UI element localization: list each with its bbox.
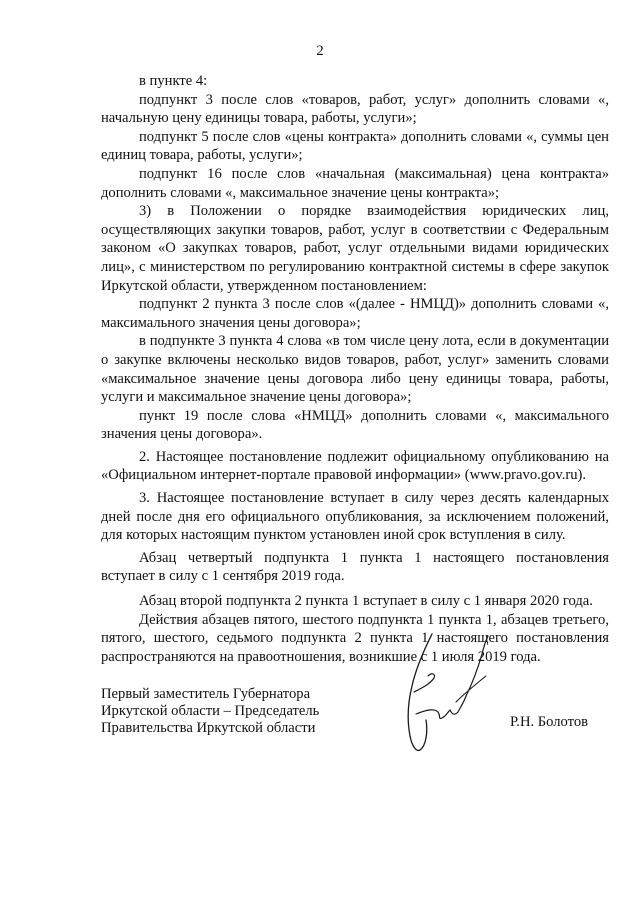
paragraph: подпункт 3 после слов «товаров, работ, услуг» дополнить словами «, начальную цену единицы товара, работы, услуги»; (101, 91, 609, 127)
paragraph: подпункт 2 пункта 3 после слов «(далее - НМЦД)» дополнить словами «, максимального значения цены договора»; (101, 296, 609, 331)
paragraph: в пункте 4: (139, 73, 208, 89)
paragraph: 3) в Положении о порядке взаимодействия юридических лиц, осуществляющих закупки товаров, работ, услуг в соответствии с Федеральным законом «О закупках товаров, работ, услуг отдельными видами юридических лиц», с министерством по регулированию контрактной системы в сфере закупок Иркутской области, утвержденном постановлением: (101, 203, 609, 294)
signatory-position-line: Правительства Иркутской области (101, 720, 316, 736)
handwritten-signature (386, 628, 498, 760)
document-body (101, 72, 609, 666)
signatory-position-line: Иркутской области – Председатель (101, 703, 320, 719)
page-number: 2 (316, 43, 324, 59)
paragraph: Абзац второй подпункта 2 пункта 1 вступает в силу с 1 января 2020 года. (139, 593, 593, 610)
paragraph: в подпункте 3 пункта 4 слова «в том числе цену лота, если в документации о закупке включены несколько видов товаров, работ, услуг» заменить словами «максимальное значение цены договора либо цену единицы товара, работы, услуги и максимальное значение цены договора»; (101, 333, 609, 406)
paragraph: Абзац четвертый подпункта 1 пункта 1 настоящего постановления вступает в силу с 1 сентября 2019 года. (101, 549, 609, 585)
paragraph: 2. Настоящее постановление подлежит официальному опубликованию на «Официальном интернет-портале правовой информации» (www.pravo.gov.ru). (101, 448, 609, 484)
paragraph: подпункт 5 после слов «цены контракта» дополнить словами «, суммы цен единиц товара, работы, услуги»; (101, 128, 609, 164)
paragraph: Действия абзацев пятого, шестого подпункта 1 пункта 1, абзацев третьего, пятого, шестого, седьмого подпункта 2 пункта 1 настоящего постановления распространяются на правоотношения, возникшие с 1 июля 2019 года. (101, 611, 609, 665)
signatory-position (101, 686, 319, 737)
signatory-name: Р.Н. Болотов (510, 714, 589, 730)
paragraph: пункт 19 после слова «НМЦД» дополнить словами «, максимального значения цены договора». (101, 407, 609, 443)
paragraph: 3. Настоящее постановление вступает в силу через десять календарных дней после дня его официального опубликования, за исключением положений, для которых настоящим пунктом установлен иной срок вступления в силу. (101, 490, 609, 544)
signatory-position-line: Первый заместитель Губернатора (101, 686, 311, 702)
paragraph: подпункт 16 после слов «начальная (максимальная) цена контракта» дополнить словами «, максимальное значение цены контракта»; (101, 165, 609, 201)
